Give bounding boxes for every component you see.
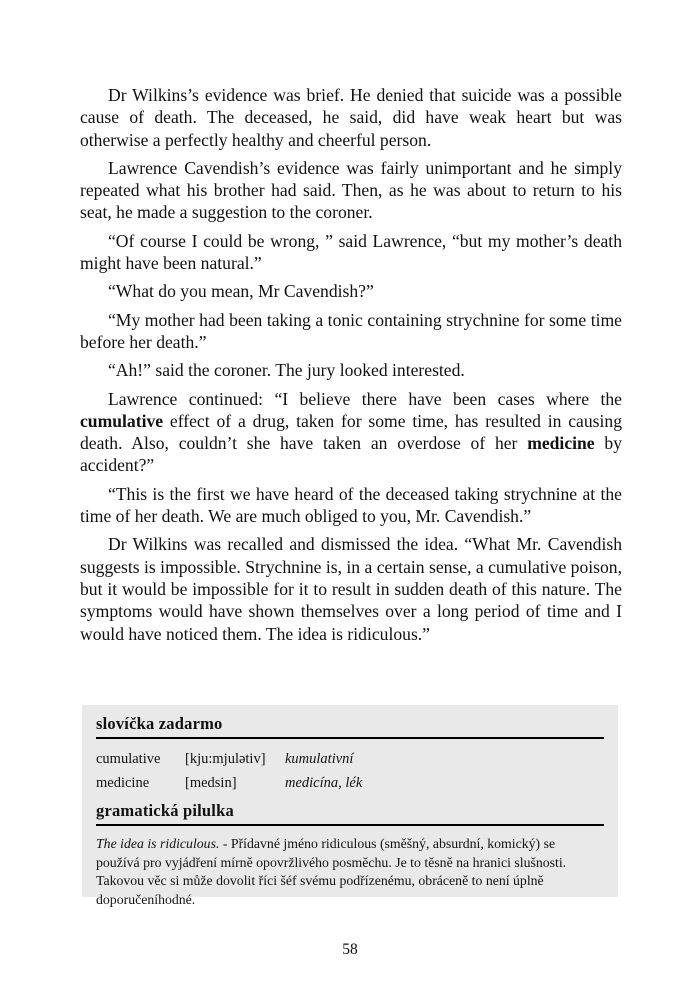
vocab-word: cumulative (96, 751, 161, 767)
story-paragraph (80, 533, 622, 644)
text-run: Lawrence continued: “I believe there have been cases where the (108, 388, 622, 409)
grammar-section-title: gramatická pilulka (96, 801, 234, 820)
page-number: 58 (342, 941, 358, 958)
vocab-entry (96, 771, 604, 795)
text-run: Dr Wilkins’s evidence was brief. He denied that suicide was a possible cause of death. The deceased, he said, did have weak heart but was otherwise a perfectly healthy and cheerful person. (80, 85, 622, 150)
story-paragraph (80, 359, 622, 381)
vocab-table (96, 747, 604, 795)
vocab-title-rule (96, 737, 604, 739)
text-run: - Přídavné jméno ridiculous (směšný, absurdní, komický) se používá pro vyjádření mírně opovržlivého posměchu. Je to těsně na hranici slušnosti. Takovou věc si může dovolit říci šéf svému podřízenému, obráceně to není úplně doporučeníhodné. (96, 836, 567, 907)
vocab-translation: kumulativní (285, 751, 354, 767)
vocab-word: medicine (96, 775, 150, 791)
text-run: by accident?” (80, 433, 622, 476)
text-run: “What do you mean, Mr Cavendish?” (108, 281, 374, 302)
text-run: “Ah!” said the coroner. The jury looked interested. (108, 360, 465, 381)
story-paragraph (80, 388, 622, 477)
text-run: “Of course I could be wrong, ” said Lawrence, “but my mother’s death might have been natural.” (80, 230, 622, 274)
story-paragraph (80, 157, 622, 224)
story-paragraph (80, 230, 622, 275)
text-run: “This is the first we have heard of the deceased taking strychnine at the time of her death. We are much obliged to you, Mr. Cavendish.” (80, 483, 622, 527)
vocab-pronunciation: [kju:mjulətiv] (185, 751, 266, 767)
grammar-note (96, 835, 574, 909)
story-text (80, 84, 622, 651)
vocab-section-title: slovíčka zadarmo (96, 714, 223, 733)
grammar-title-rule (96, 824, 604, 826)
italic-phrase: The idea is ridiculous. (96, 836, 220, 851)
bold-term: medicine (527, 433, 595, 454)
text-run: effect of a drug, taken for some time, has resulted in causing death. Also, couldn’t she have taken an overdose of her (80, 410, 622, 454)
story-paragraph (80, 280, 622, 302)
story-paragraph (80, 309, 622, 354)
text-run: Lawrence Cavendish’s evidence was fairly unimportant and he simply repeated what his brother had said. Then, as he was about to return to his seat, he made a suggestion to the coroner. (80, 157, 622, 223)
story-paragraph (80, 84, 622, 151)
vocab-translation: medicína, lék (285, 775, 363, 791)
text-run: Dr Wilkins was recalled and dismissed the idea. “What Mr. Cavendish suggests is impossible. Strychnine is, in a certain sense, a cumulative poison, but it would be impossible for it to result in sudden death of this nature. The symptoms would have shown themselves over a long period of time and I would have noticed them. The idea is ridiculous.” (80, 534, 622, 644)
vocab-grammar-box (82, 705, 618, 907)
bold-term: cumulative (80, 410, 164, 431)
text-run: “My mother had been taking a tonic containing strychnine for some time before her death.” (80, 309, 622, 352)
vocab-entry (96, 747, 604, 771)
vocab-pronunciation: [medsin] (185, 775, 237, 791)
story-paragraph (80, 483, 622, 528)
